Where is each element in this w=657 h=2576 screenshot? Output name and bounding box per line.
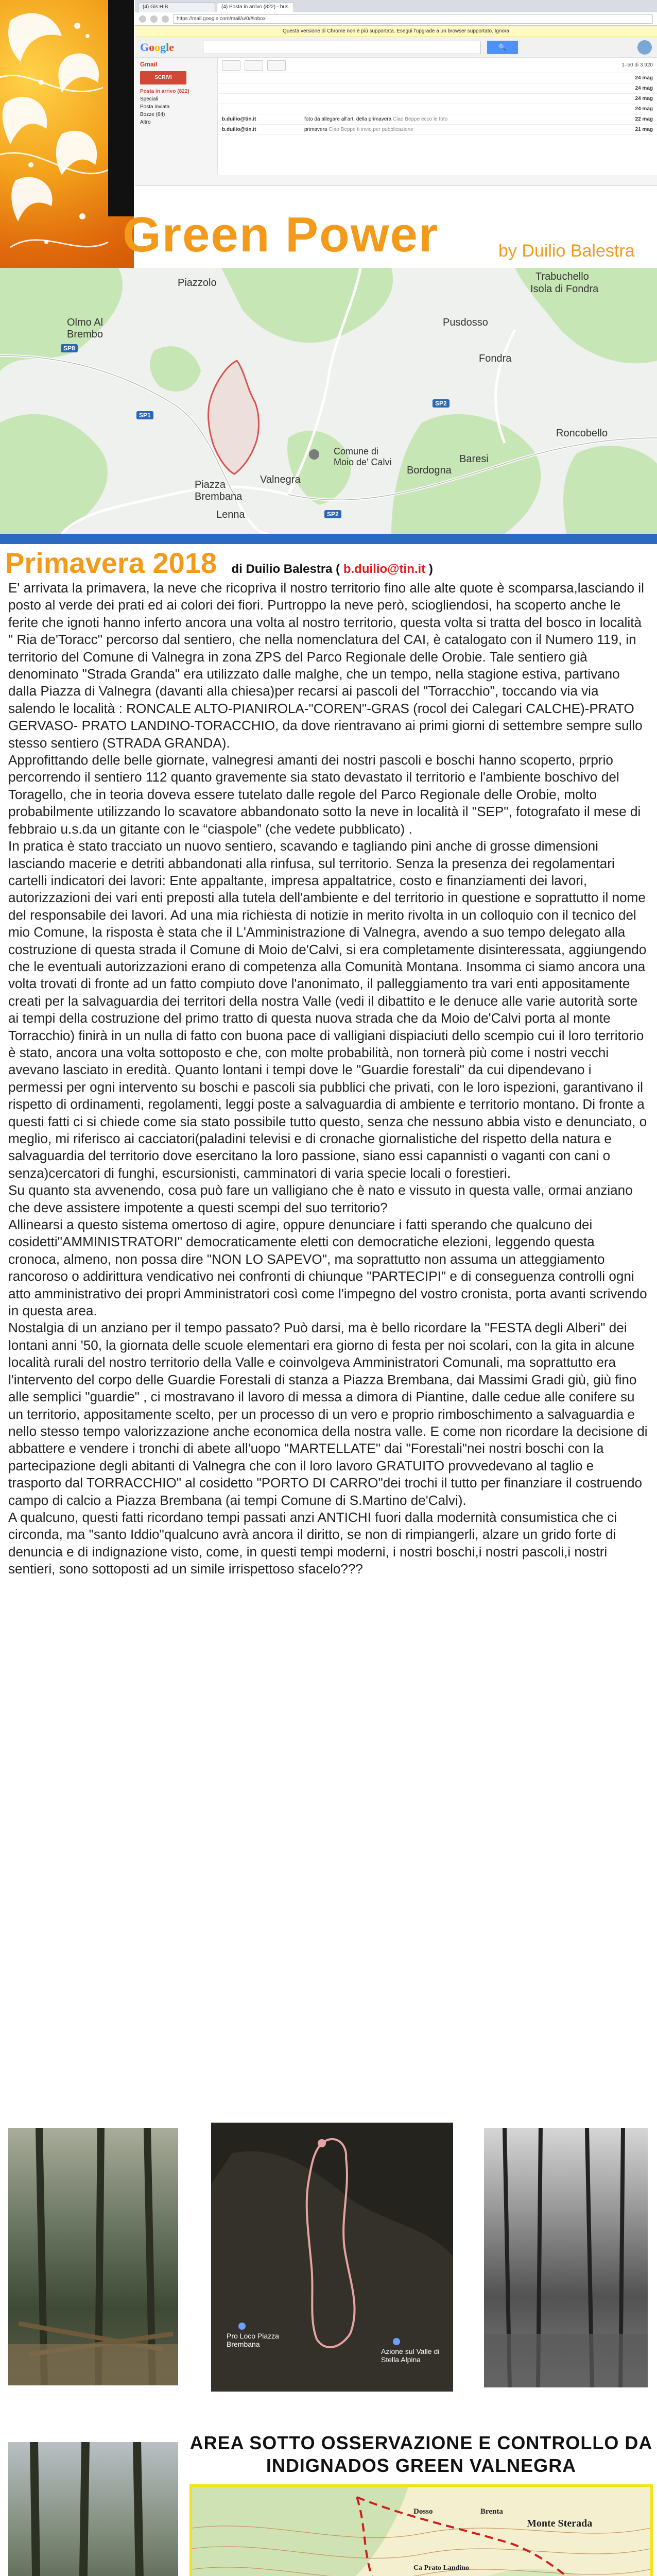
road-badge: SP8 <box>61 344 78 352</box>
topo-label: Dosso <box>413 2507 433 2516</box>
road-badge: SP2 <box>433 399 449 408</box>
compose-button[interactable]: SCRIVI <box>140 71 186 84</box>
article-paragraph: E' arrivata la primavera, la neve che ricopriva il nostro territorio fino alle alte quote è scomparsa,lasciando il posto al verde dei prati ed ai colori dei fiori. Purtroppo la neve però, sciogliendosi, ha scoperto anche le ferite che ignoti hanno inferto ancora una volta al nostro territorio, questa volta si tratta del bosco in località " Ria de'Toracc" percorso dal sentiero, che nella nomenclatura del CAI, è catalogato con il Numero 119, in territorio del Comune di Valnegra in zona ZPS del Parco Regionale delle Orobie. Tale sentiero già denominato "Strada Granda" era utilizzato dalle malghe, che un tempo, nella stagione estiva, partivano dalla Piazza di Valnegra (davanti alla chiesa)per recarsi ai pascoli del "Torracchio", toccando via via salendo le località : RONCALE ALTO-PIANIROLA-"COREN"-GRAS (rocol dei Calegari CALCHE)-PRATO GERVASO- PRATO LANDINO-TORACCHIO, da dove rientravano ai primi giorni di settembre sempre sullo stesso sentiero (STRADA GRANDA). <box>8 580 644 751</box>
article-body <box>8 580 649 1578</box>
mail-row[interactable]: 24 mag <box>218 73 657 83</box>
article-paragraph: Nostalgia di un anziano per il tempo passato? Può darsi, ma è bello ricordare la "FESTA degli Alberi" dei lontani anni '50, la giornata delle scuole elementari era giorno di festa per noi scolari, con la gita in alcune località rurali del nostro territorio della Valle e coinvolgeva Amministratori Comunali, ma soprattutto era l'intervento del corpo delle Guardie Forestali di stanza a Piazza Brembana, dai Massimi Gradi giù, giù fino alle semplici "guardie" , ci mostravano il lavoro di messa a dimora di Piantine, dalle cedue alle conifere su un territorio, appositamente scelto, per un processo di un vero e proprio rimboschimento a salvaguardia e nello stesso tempo valorizzazione anche economica della nostra valle. E come non ricordare la decisione di abbattere e vendere i tronchi di abete all'uopo "MARTELLATE" dai "Forestali"nei nostri boschi con la partecipazione degli abitanti di Valnegra che con il loro lavoro GRATUITO provvedevano al taglio e trasporto dal TORRACCHIO" al cosidetto "PORTO DI CARRO"dei trochi il tutto per finanziare il costruendo campo di calcio a Piazza Brembana (ai tempi Comune di S.Martino de'Calvi). <box>8 1320 648 1508</box>
forest-photo-3 <box>8 2442 178 2576</box>
sidebar-item-inbox[interactable]: Posta in arrivo (822) <box>140 89 189 94</box>
divider-bar <box>0 534 657 544</box>
google-logo: Google <box>140 40 175 54</box>
map-label: Bordogna <box>407 465 452 476</box>
select-checkbox[interactable] <box>222 60 240 71</box>
mail-toolbar <box>218 58 657 73</box>
sidebar-item-more[interactable]: Altro <box>140 120 151 125</box>
gmail-topbar <box>135 37 657 58</box>
author-email-link[interactable]: b.duilio@tin.it <box>343 562 426 576</box>
map-label: Olmo Al Brembo <box>67 317 103 340</box>
topo-label: Monte Sterada <box>527 2518 593 2529</box>
map-label: Isola di Fondra <box>530 283 599 295</box>
sidebar-item-starred[interactable]: Speciali <box>140 96 159 102</box>
sidebar-item-drafts[interactable]: Bozze (64) <box>140 112 165 117</box>
mail-row[interactable]: 24 mag <box>218 104 657 114</box>
pager: 1–50 di 3.920 <box>621 62 653 68</box>
mail-row[interactable]: 24 mag <box>218 94 657 104</box>
reload-icon[interactable] <box>162 15 169 23</box>
browser-tab[interactable]: (4) Gis HIB <box>138 2 215 12</box>
url-field[interactable]: https://mail.google.com/mail/u/0/#inbox <box>173 14 653 24</box>
map-label: Pusdosso <box>443 317 488 328</box>
article-paragraph: Su quanto sta avvenendo, cosa può fare un valligiano che è nato e vissuto in questa valle, ormai anziano che deve assistere impotente a questi scempi del suo territorio? <box>8 1182 633 1215</box>
map-label: Lenna <box>216 509 245 520</box>
map-label: Baresi <box>459 453 489 465</box>
topo-label: Brenta <box>480 2507 503 2516</box>
search-button[interactable]: 🔍 <box>487 41 518 54</box>
browser-tab-strip <box>135 0 657 12</box>
map-label: Trabuchello <box>535 271 589 282</box>
gmail-screenshot <box>135 0 657 185</box>
map-label: Valnegra <box>260 474 301 485</box>
map-label: Piazza Brembana <box>195 479 243 502</box>
area-title: AREA SOTTO OSSERVAZIONE E CONTROLLO DA INDIGNADOS GREEN VALNEGRA <box>189 2432 653 2476</box>
floral-decoration <box>0 0 134 268</box>
mail-list <box>217 58 657 175</box>
site-byline: by Duilio Balestra <box>498 241 635 261</box>
article-author: di Duilio Balestra ( b.duilio@tin.it ) <box>231 562 433 576</box>
article-paragraph: A qualcuno, questi fatti ricordano tempi passati anzi ANTICHI fuori dalla modernità consumistica che ci circonda, ma "santo Iddio"qualcuno avrà ancora il diritto, se non di rimpiangerli, alzare un grido forte di denuncia e di indignazione visto, come, in questi tempi moderni, i nostri boschi,i nostri pascoli,i nostri sentieri, sono sottoposti ad un simile irrispettoso sfacelo??? <box>8 1509 617 1577</box>
upgrade-notice: Questa versione di Chrome non è più supportata. Esegui l'upgrade a un browser supportato. Ignora <box>135 26 657 37</box>
address-bar <box>135 12 657 26</box>
article-paragraph: Approfittando delle belle giornate, valnegresi amanti dei nostri pascoli e boschi hanno scoperto, prprio percorrendo il sentiero 112 quanto gravemente sia stato devastato il territorio e l'ambiente boschivo del Toragello, che in teoria doveva essere tutelato dalle regole del Parco Regionale delle Orobie, molto probabilmente utilizzando lo scavatore abbandonato sotto la neve in località il "SEP", fotografato il mese di febbraio u.s.da un gitante con le “ciaspole” (che vedete pubblicato) . <box>8 752 641 837</box>
road-badge: SP2 <box>324 510 341 518</box>
gmail-label[interactable]: Gmail <box>140 61 158 68</box>
mail-row[interactable]: 24 mag <box>218 83 657 94</box>
refresh-button[interactable] <box>245 60 263 71</box>
forward-icon[interactable] <box>150 15 158 23</box>
browser-tab[interactable]: (4) Posta in arrivo (822) - bus <box>217 2 294 12</box>
gmail-sidebar <box>135 58 217 175</box>
back-icon[interactable] <box>139 15 146 23</box>
article-title: Primavera 2018 <box>5 547 217 579</box>
map-label: Piazzolo <box>178 277 217 289</box>
avatar[interactable] <box>637 40 652 55</box>
map-poi-label: Pro Loco Piazza Brembana <box>227 2332 279 2348</box>
map-label: Fondra <box>479 353 512 364</box>
route-map-photo <box>211 2123 453 2392</box>
topographic-map <box>189 2484 653 2576</box>
forest-photo-2 <box>484 2128 648 2387</box>
site-title: Green Power <box>123 207 439 262</box>
location-map <box>0 268 657 534</box>
sidebar-item-sent[interactable]: Posta inviata <box>140 104 170 110</box>
more-button[interactable] <box>267 60 286 71</box>
mail-row[interactable]: b.duilio@tin.it foto da allegare all'art. della primavera Ciao Beppe ecco le foto 22 mag <box>218 114 657 125</box>
search-input[interactable] <box>203 41 481 54</box>
mail-row[interactable]: b.duilio@tin.it primavera Ciao Beppe ti invio per pubblicazione 21 mag <box>218 125 657 135</box>
map-poi-label: Azione sul Valle di Stella Alpina <box>381 2347 440 2364</box>
article-header <box>5 546 654 582</box>
article-paragraph: In pratica è stato tracciato un nuovo sentiero, scavando e tagliando pini anche di grosse dimensioni lasciando macerie e detriti abbandonati alla rinfusa, sul territorio. Senza la presenza dei regolamentari cartelli indicatori dei lavori: Ente appaltante, impresa appaltatrice, costo e finanziamenti dei lavori, autorizzazioni dei vari enti preposti alla tutela dell'ambiente e del territorio in questione e soprattutto il nome del responsabile dei lavori. Ad una mia richiesta di notizie in merito rivolta in un colloquio con il tecnico del mio Comune, la risposta è stata che il L'Amministrazione di Valnegra, avendo a suo tempo delegato alla costruzione di questa strada il Comune di Moio de'Calvi, si era completamente disinteressata, aggiungendo che le eventuali autorizzazioni erano di competenza alla Comunità Montana. Insomma ci siamo ancora una volta trovati di fronte ad un fatto compiuto dove l'anonimato, il palleggiamento tra vari enti appositamente creati per la salvaguardia dei territori della nostra Valle (vedi il dibattito e le denuce alle varie autorità sorte ai tempi della costruzione del primo tratto di questa nuova strada che da Moio de'Calvi porta al monte Torracchio) finirà in un nulla di fatto con buona pace di valligiani dispiaciuti dello scempio cui il loro territorio è stato, ancora una volta sottoposto e che, con molte probabilità, non tornerà più come i nostri vecchi avevano lasciato in eredità. Quanto lontani i tempi dove le "Guardie forestali" da cui dipendevano i permessi per ogni intervento su boschi e pascoli sia pubblici che privati, con le loro ispezioni, garantivano il rispetto di ordinamenti, regolamenti, leggi poste a salvaguardia di ambiente e territorio montano. Di fronte a questi fatti ci si chiede come sia stato possibile tutto questo, senza che nessuno abbia visto e denunciato, o meglio, mi riferisco ai cacciatori(paladini televisi e di cronache giornalistiche del rispetto della natura e salvaguardia del territorio dove esercitano la loro passione, siano essi capannisti o vaganti con cani o senza)cercatori di funghi, escursionisti, camminatori di varia specie locali o forestieri. <box>8 838 647 1181</box>
map-label: Roncobello <box>556 428 608 439</box>
article-paragraph: Allinearsi a questo sistema omertoso di agire, oppure denunciare i fatti sperando che qualcuno dei cosidetti"AMMINISTRATORI" democraticamente eletti con democratiche elezioni, leggendo questa cronoca, almeno, non possa dire "NON LO SAPEVO", ma soprattutto non assuma un atteggiamento rancoroso o addirittura vendicativo nei confronti di chiunque "PARTECIPI" e di conseguenza controlli ogni atto amministrativo dei propri Amministratori così come l'impegno del vostro cronista, porta avanti scrivendo in questa area. <box>8 1217 647 1319</box>
forest-photo-1 <box>8 2128 178 2385</box>
map-label: Comune di Moio de' Calvi <box>334 446 392 467</box>
topo-label: Ca Prato Landino <box>413 2564 470 2572</box>
road-badge: SP1 <box>136 411 153 419</box>
header-banner <box>0 0 657 268</box>
